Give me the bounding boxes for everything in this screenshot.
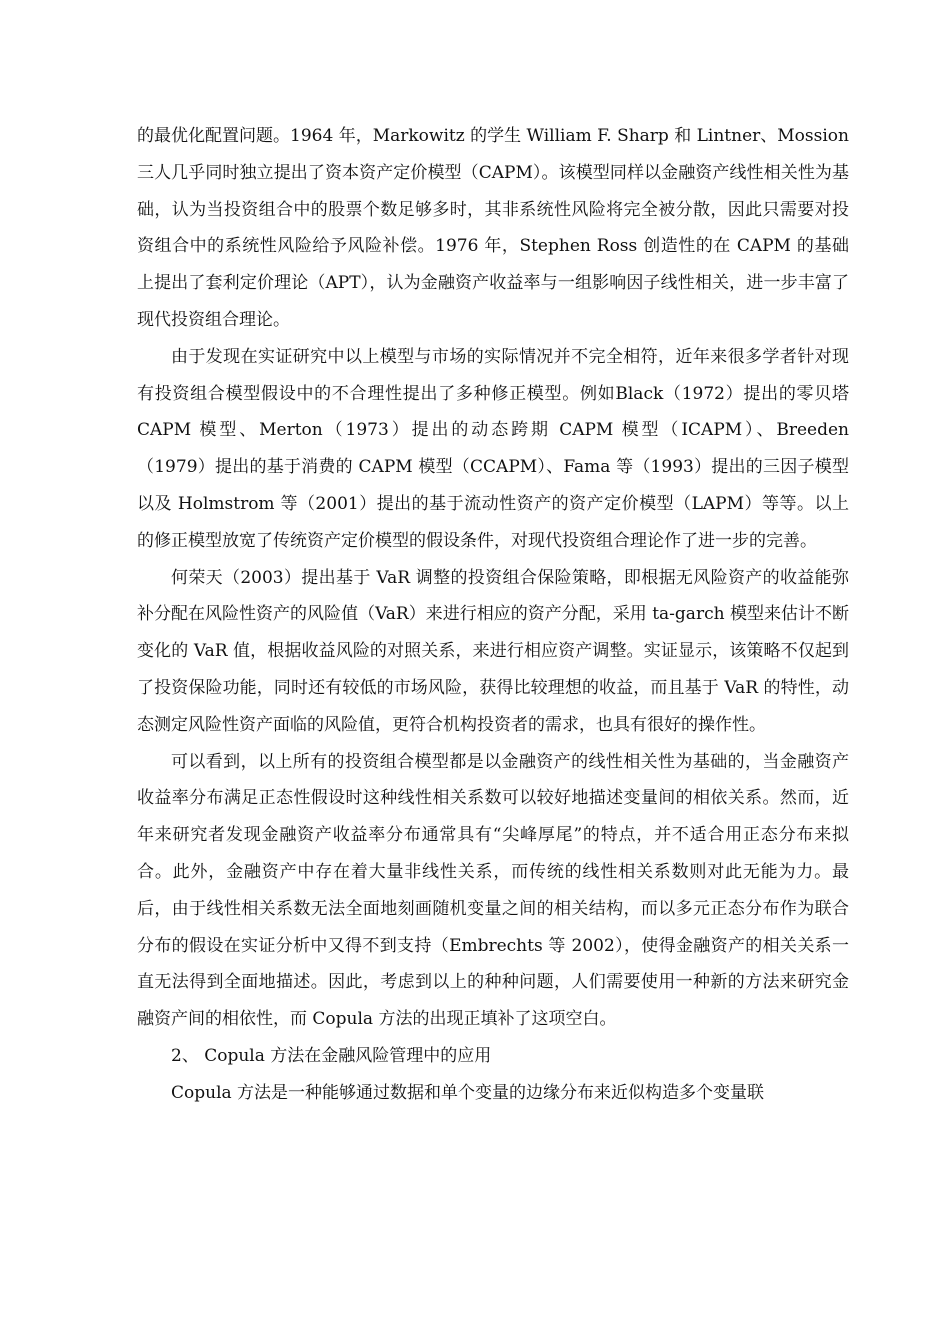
- paragraph-2: 由于发现在实证研究中以上模型与市场的实际情况并不完全相符，近年来很多学者针对现有投资组合模型假设中的不合理性提出了多种修正模型。例如Black（1972）提出的零贝塔 CAPM 模型、Merton（1973）提出的动态跨期 CAPM 模型（ICAPM）、Breeden（1979）提出的基于消费的 CAPM 模型（CCAPM）、Fama 等（1993）提出的三因子模型以及 Holmstrom 等（2001）提出的基于流动性资产的资产定价模型（LAPM）等等。以上的修正模型放宽了传统资产定价模型的假设条件，对现代投资组合理论作了进一步的完善。: [137, 346, 849, 551]
- paragraph-1: 的最优化配置问题。1964 年，Markowitz 的学生 William F. Sharp 和 Lintner、Mossion 三人几乎同时独立提出了资本资产定价模型（CAPM）。该模型同样以金融资产线性相关性为基础，认为当投资组合中的股票个数足够多时，其非系统性风险将完全被分散，因此只需要对投资组合中的系统性风险给予风险补偿。1976 年，Stephen Ross 创造性的在 CAPM 的基础上提出了套利定价理论（APT），认为金融资产收益率与一组影响因子线性相关，进一步丰富了现代投资组合理论。: [137, 126, 849, 330]
- section-heading: 2、 Copula 方法在金融风险管理中的应用: [171, 1045, 492, 1066]
- paragraph-5: Copula 方法是一种能够通过数据和单个变量的边缘分布来近似构造多个变量联: [171, 1082, 765, 1103]
- body-text: [137, 118, 849, 1112]
- paragraph-3: 何荣天（2003）提出基于 VaR 调整的投资组合保险策略，即根据无风险资产的收益能弥补分配在风险性资产的风险值（VaR）来进行相应的资产分配，采用 ta-garch 模型来估计不断变化的 VaR 值，根据收益风险的对照关系，来进行相应资产调整。实证显示，该策略不仅起到了投资保险功能，同时还有较低的市场风险，获得比较理想的收益，而且基于 VaR 的特性，动态测定风险性资产面临的风险值，更符合机构投资者的需求，也具有很好的操作性。: [137, 567, 849, 735]
- paragraph-4: 可以看到，以上所有的投资组合模型都是以金融资产的线性相关性为基础的，当金融资产收益率分布满足正态性假设时这种线性相关系数可以较好地描述变量间的相依关系。然而，近年来研究者发现金融资产收益率分布通常具有“尖峰厚尾”的特点，并不适合用正态分布来拟合。此外，金融资产中存在着大量非线性关系，而传统的线性相关系数则对此无能为力。最后，由于线性相关系数无法全面地刻画随机变量之间的相关结构，而以多元正态分布作为联合分布的假设在实证分析中又得不到支持（Embrechts 等 2002），使得金融资产的相关关系一直无法得到全面地描述。因此，考虑到以上的种种问题，人们需要使用一种新的方法来研究金融资产间的相依性，而 Copula 方法的出现正填补了这项空白。: [137, 751, 849, 1030]
